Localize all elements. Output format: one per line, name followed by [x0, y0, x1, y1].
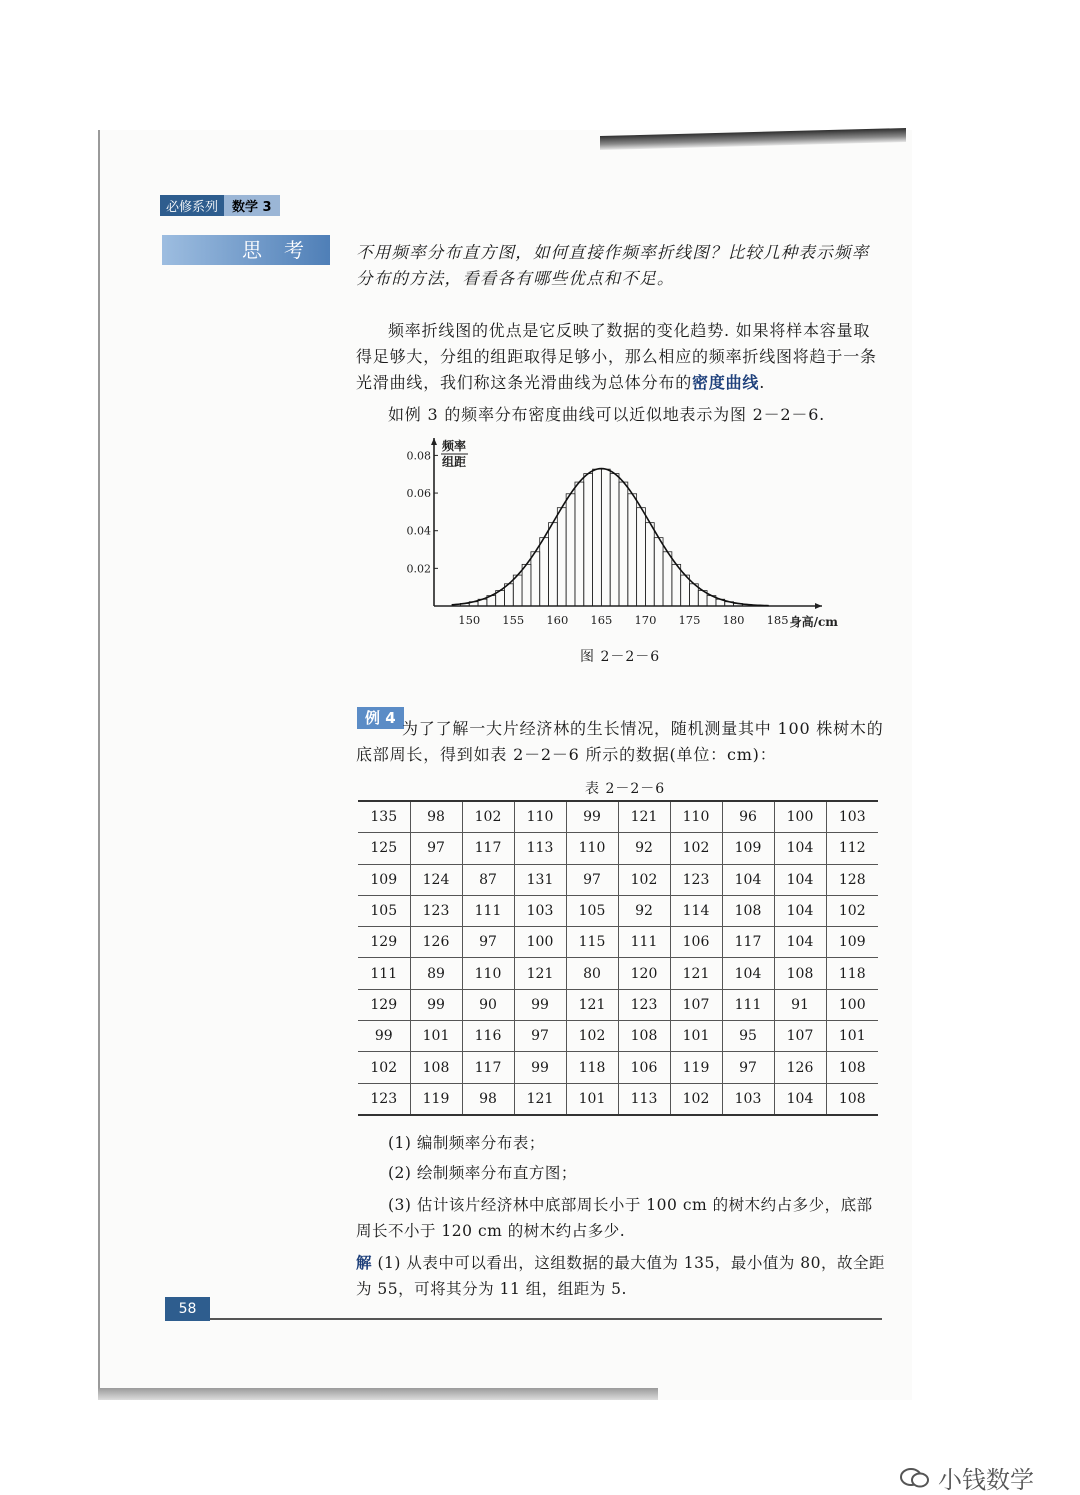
table-cell: 110 [670, 801, 722, 833]
histogram-bar [566, 494, 575, 606]
book-label: 数学 3 [224, 195, 280, 216]
x-tick-label: 155 [502, 613, 525, 627]
table-cell: 117 [722, 927, 774, 958]
page-number: 58 [165, 1297, 210, 1321]
table-cell: 111 [462, 895, 514, 926]
table-row [358, 958, 878, 989]
table-cell: 97 [462, 927, 514, 958]
histogram-bar [663, 552, 672, 606]
histogram-bar [619, 482, 628, 606]
table-cell: 109 [722, 833, 774, 864]
table-cell: 107 [670, 989, 722, 1020]
table-cell: 97 [566, 864, 618, 895]
table-cell: 118 [826, 958, 878, 989]
table-cell: 92 [618, 895, 670, 926]
table-cell: 121 [514, 1083, 566, 1115]
table-cell: 129 [358, 989, 410, 1020]
table-cell: 126 [774, 1052, 826, 1083]
table-cell: 99 [358, 1021, 410, 1052]
histogram-bar [513, 575, 522, 606]
x-axis-arrow [815, 603, 822, 609]
table-cell: 108 [774, 958, 826, 989]
table-cell: 100 [826, 989, 878, 1020]
table-row [358, 927, 878, 958]
histogram-bar [672, 564, 681, 606]
table-cell: 102 [462, 801, 514, 833]
table-cell: 108 [618, 1021, 670, 1052]
table-cell: 102 [670, 1083, 722, 1115]
table-cell: 104 [722, 864, 774, 895]
table-cell: 123 [358, 1083, 410, 1115]
table-cell: 128 [826, 864, 878, 895]
table-cell: 117 [462, 1052, 514, 1083]
table-cell: 103 [514, 895, 566, 926]
table-cell: 125 [358, 833, 410, 864]
table-row [358, 833, 878, 864]
data-table [358, 800, 878, 1116]
histogram-bar [610, 474, 619, 606]
x-tick-label: 180 [722, 613, 745, 627]
table-cell: 112 [826, 833, 878, 864]
table-cell: 99 [566, 801, 618, 833]
table-cell: 111 [358, 958, 410, 989]
table-cell: 108 [826, 1052, 878, 1083]
table-cell: 114 [670, 895, 722, 926]
table-cell: 97 [514, 1021, 566, 1052]
watermark-text: 小钱数学 [938, 1466, 1034, 1494]
x-tick-label: 170 [634, 613, 657, 627]
table-cell: 123 [410, 895, 462, 926]
think-box-label: 思考 [162, 235, 330, 265]
y-axis-label-top: 频率 [442, 439, 467, 453]
table-cell: 102 [358, 1052, 410, 1083]
table-cell: 96 [722, 801, 774, 833]
example-text: 为了了解一大片经济林的生长情况，随机测量其中 100 株树木的底部周长，得到如表 2－2－6 所示的数据(单位：cm)： [356, 719, 884, 764]
histogram-bar [557, 508, 566, 606]
table-cell: 90 [462, 989, 514, 1020]
table-cell: 102 [618, 864, 670, 895]
table-cell: 120 [618, 958, 670, 989]
histogram-bar [593, 469, 602, 606]
table-cell: 105 [566, 895, 618, 926]
table-row [358, 864, 878, 895]
table-cell: 104 [774, 895, 826, 926]
table-cell: 97 [722, 1052, 774, 1083]
table-cell: 104 [722, 958, 774, 989]
y-tick-label: 0.06 [406, 487, 431, 501]
table-cell: 131 [514, 864, 566, 895]
histogram-bar [522, 564, 531, 606]
table-cell: 91 [774, 989, 826, 1020]
histogram-bar [531, 552, 540, 606]
histogram-bar [549, 523, 558, 606]
x-tick-label: 165 [590, 613, 613, 627]
wechat-icon [900, 1467, 930, 1489]
x-axis-label: 身高/cm [789, 615, 838, 629]
histogram-bar [637, 508, 646, 606]
table-cell: 102 [566, 1021, 618, 1052]
table-cell: 111 [618, 927, 670, 958]
table-cell: 92 [618, 833, 670, 864]
paragraph-density-curve: 频率折线图的优点是它反映了数据的变化趋势. 如果将样本容量取得足够大，分组的组距取得足够小，那么相应的频率折线图将趋于一条光滑曲线，我们称这条光滑曲线为总体分布的密度曲线. [356, 321, 877, 392]
table-cell: 105 [358, 895, 410, 926]
table-row [358, 1021, 878, 1052]
density-chart-svg [398, 430, 838, 670]
think-text: 不用频率分布直方图，如何直接作频率折线图？比较几种表示频率分布的方法，看看各有哪些优点和不足。 [356, 243, 870, 288]
solution-text: (1) 从表中可以看出，这组数据的最大值为 135，最小值为 80，故全距为 55，可将其分为 11 组，组距为 5. [356, 1254, 885, 1298]
x-tick-label: 150 [458, 613, 481, 627]
table-cell: 80 [566, 958, 618, 989]
y-axis-label-bottom: 组距 [442, 455, 467, 469]
question-1: (1) 编制频率分布表； [388, 1134, 545, 1152]
question-2: (2) 绘制频率分布直方图； [388, 1164, 577, 1182]
table-cell: 110 [514, 801, 566, 833]
table-cell: 104 [774, 927, 826, 958]
table-cell: 108 [722, 895, 774, 926]
table-cell: 95 [722, 1021, 774, 1052]
table-cell: 101 [670, 1021, 722, 1052]
histogram-bar [601, 469, 610, 606]
table-cell: 129 [358, 927, 410, 958]
table-cell: 102 [826, 895, 878, 926]
table-cell: 104 [774, 1083, 826, 1115]
table-cell: 109 [826, 927, 878, 958]
table-cell: 102 [670, 833, 722, 864]
watermark [900, 1460, 1034, 1495]
table-cell: 118 [566, 1052, 618, 1083]
table-cell: 104 [774, 864, 826, 895]
table-cell: 124 [410, 864, 462, 895]
table-cell: 119 [670, 1052, 722, 1083]
table-cell: 87 [462, 864, 514, 895]
x-tick-label: 185 [766, 613, 789, 627]
table-cell: 108 [826, 1083, 878, 1115]
table-cell: 101 [566, 1083, 618, 1115]
table-cell: 97 [410, 833, 462, 864]
table-cell: 126 [410, 927, 462, 958]
paragraph-text: 频率折线图的优点是它反映了数据的变化趋势. 如果将样本容量取得足够大，分组的组距取得足够小，那么相应的频率折线图将趋于一条光滑曲线，我们称这条光滑曲线为总体分布的 [356, 321, 877, 392]
table-cell: 113 [618, 1083, 670, 1115]
example-tag: 例 4 [357, 707, 404, 729]
histogram-bar [645, 523, 654, 606]
table-caption: 表 2－2－6 [585, 781, 666, 797]
table-cell: 104 [774, 833, 826, 864]
density-chart [398, 430, 838, 670]
table-cell: 121 [566, 989, 618, 1020]
table-cell: 123 [670, 864, 722, 895]
histogram-bar [681, 575, 690, 606]
table-cell: 106 [670, 927, 722, 958]
table-cell: 115 [566, 927, 618, 958]
histogram-bar [628, 494, 637, 606]
y-tick-label: 0.02 [406, 562, 431, 576]
table-cell: 108 [410, 1052, 462, 1083]
table-cell: 107 [774, 1021, 826, 1052]
table-cell: 121 [618, 801, 670, 833]
series-label: 必修系列 [160, 195, 224, 216]
histogram-bar [654, 538, 663, 606]
figure-caption: 图 2－2－6 [580, 649, 661, 665]
histogram-bar [584, 474, 593, 606]
table-cell: 103 [826, 801, 878, 833]
solution-label: 解 [356, 1253, 373, 1272]
table-row [358, 801, 878, 833]
table-cell: 113 [514, 833, 566, 864]
table-cell: 103 [722, 1083, 774, 1115]
x-tick-label: 160 [546, 613, 569, 627]
table-cell: 110 [462, 958, 514, 989]
y-axis-arrow [431, 438, 437, 445]
table-cell: 116 [462, 1021, 514, 1052]
table-row [358, 989, 878, 1020]
y-tick-label: 0.08 [406, 449, 431, 463]
table-cell: 101 [410, 1021, 462, 1052]
table-cell: 106 [618, 1052, 670, 1083]
table-cell: 89 [410, 958, 462, 989]
table-cell: 99 [410, 989, 462, 1020]
table-cell: 101 [826, 1021, 878, 1052]
table-cell: 111 [722, 989, 774, 1020]
table-cell: 99 [514, 989, 566, 1020]
table-cell: 98 [410, 801, 462, 833]
table-cell: 135 [358, 801, 410, 833]
solution [356, 1250, 886, 1302]
table-cell: 121 [670, 958, 722, 989]
x-tick-label: 175 [678, 613, 701, 627]
table-cell: 119 [410, 1083, 462, 1115]
table-cell: 110 [566, 833, 618, 864]
table-cell: 117 [462, 833, 514, 864]
term-density-curve: 密度曲线 [692, 373, 760, 392]
table-cell: 123 [618, 989, 670, 1020]
table-row [358, 1052, 878, 1083]
series-header [160, 195, 280, 215]
table-cell: 109 [358, 864, 410, 895]
histogram-bar [540, 538, 549, 606]
table-row [358, 895, 878, 926]
footer-rule [210, 1318, 882, 1320]
table-cell: 98 [462, 1083, 514, 1115]
question-3: (3) 估计该片经济林中底部周长小于 100 cm 的树木约占多少，底部周长不小于 120 cm 的树木约占多少. [356, 1196, 873, 1240]
paragraph-figure-ref: 如例 3 的频率分布密度曲线可以近似地表示为图 2－2－6. [388, 405, 826, 424]
table-row [358, 1083, 878, 1115]
table-cell: 100 [774, 801, 826, 833]
table-cell: 121 [514, 958, 566, 989]
y-tick-label: 0.04 [406, 524, 431, 538]
table-cell: 99 [514, 1052, 566, 1083]
histogram-bar [575, 482, 584, 606]
table-cell: 100 [514, 927, 566, 958]
page-bottom-shadow [98, 1388, 658, 1400]
